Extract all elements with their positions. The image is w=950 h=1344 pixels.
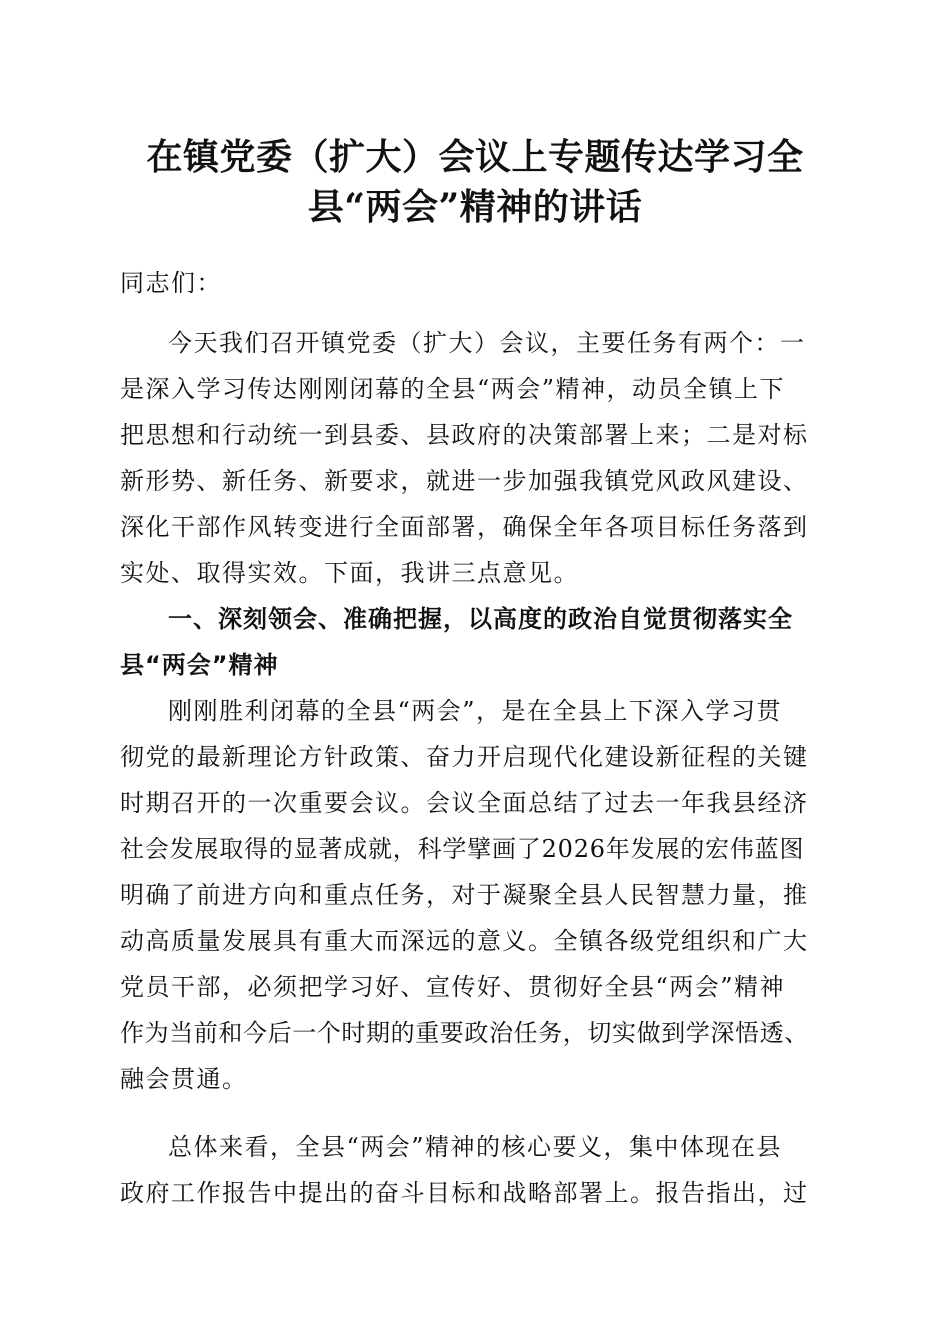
paragraph-3-line-2: 政府工作报告中提出的奋斗目标和战略部署上。报告指出，过 — [120, 1179, 809, 1207]
paragraph-1-line-6: 实处、取得实效。下面，我讲三点意见。 — [120, 559, 579, 587]
salutation: 同志们： — [120, 269, 222, 297]
paragraph-2-line-3: 时期召开的一次重要会议。会议全面总结了过去一年我县经济 — [120, 789, 809, 817]
paragraph-2-line-9: 融会贯通。 — [120, 1065, 248, 1093]
paragraph-1-line-2: 是深入学习传达刚刚闭幕的全县“两会”精神，动员全镇上下 — [120, 375, 786, 403]
paragraph-2-line-6: 动高质量发展具有重大而深远的意义。全镇各级党组织和广大 — [120, 927, 809, 955]
document-title-line-1: 在镇党委（扩大）会议上专题传达学习全 — [146, 136, 804, 178]
paragraph-2-line-7: 党员干部，必须把学习好、宣传好、贯彻好全县“两会”精神 — [120, 973, 786, 1001]
paragraph-1-line-1: 今天我们召开镇党委（扩大）会议，主要任务有两个：一 — [168, 329, 806, 357]
paragraph-2-line-4: 社会发展取得的显著成就，科学擘画了2026年发展的宏伟蓝图 — [120, 835, 805, 863]
paragraph-1-line-4: 新形势、新任务、新要求，就进一步加强我镇党风政风建设、 — [120, 467, 809, 495]
paragraph-3-line-1: 总体来看，全县“两会”精神的核心要义，集中体现在县 — [168, 1133, 783, 1161]
section-heading-line-2: 县“两会”精神 — [120, 651, 279, 679]
paragraph-2-line-1: 刚刚胜利闭幕的全县“两会”，是在全县上下深入学习贯 — [168, 697, 783, 725]
section-heading-line-1: 一、深刻领会、准确把握，以高度的政治自觉贯彻落实全 — [168, 605, 793, 633]
document-title-line-2: 县“两会”精神的讲话 — [307, 186, 643, 228]
paragraph-1-line-3: 把思想和行动统一到县委、县政府的决策部署上来；二是对标 — [120, 421, 809, 449]
paragraph-2-line-5: 明确了前进方向和重点任务，对于凝聚全县人民智慧力量，推 — [120, 881, 809, 909]
paragraph-2-line-2: 彻党的最新理论方针政策、奋力开启现代化建设新征程的关键 — [120, 743, 809, 771]
paragraph-1-line-5: 深化干部作风转变进行全面部署，确保全年各项目标任务落到 — [120, 513, 809, 541]
paragraph-2-line-8: 作为当前和今后一个时期的重要政治任务，切实做到学深悟透、 — [120, 1019, 809, 1047]
